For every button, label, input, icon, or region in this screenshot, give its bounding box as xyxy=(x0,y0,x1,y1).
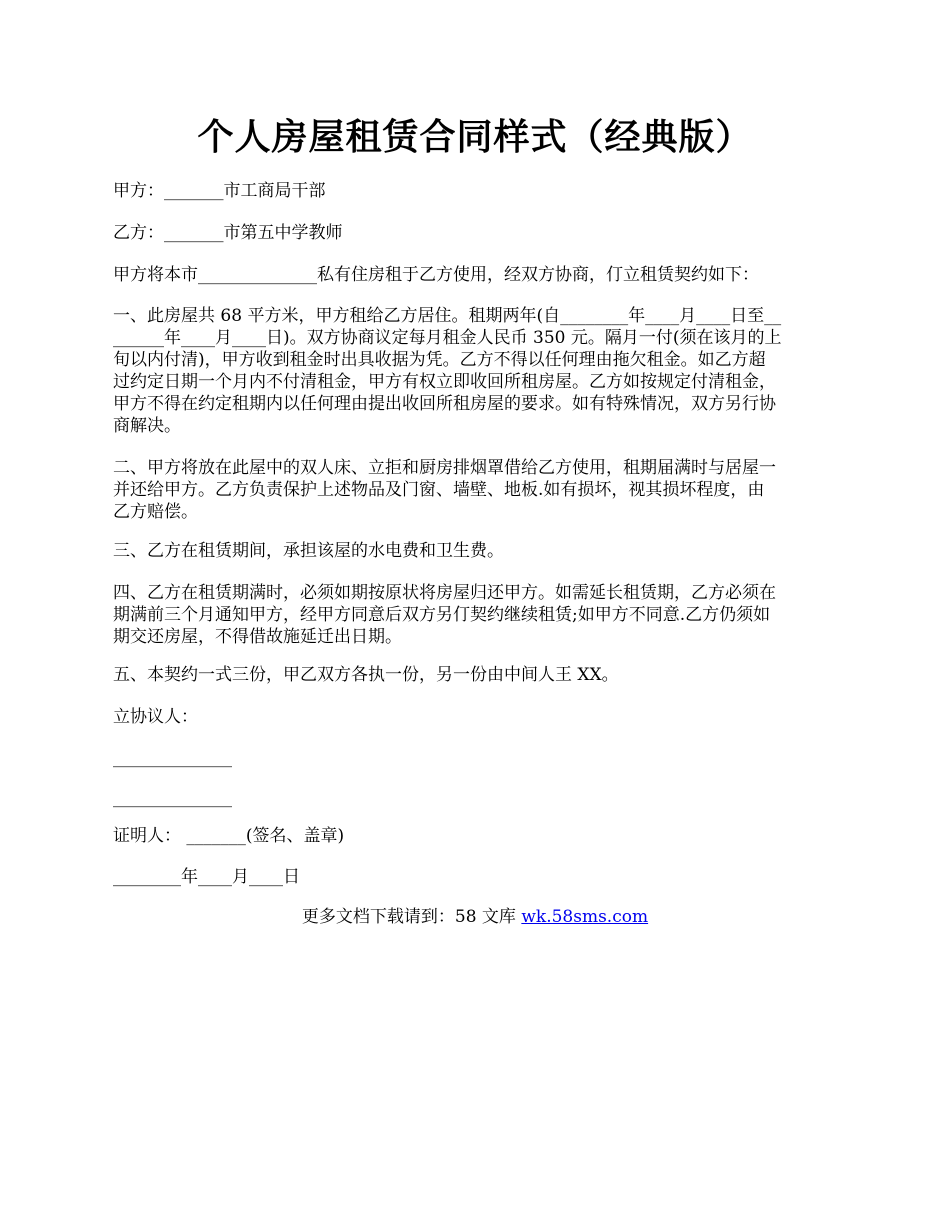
party-b: 乙方：_______市第五中学教师 xyxy=(113,223,343,243)
clause-2-line: 并还给甲方。乙方负责保护上述物品及门窗、墙壁、地板.如有损坏，视其损坏程度，由 xyxy=(113,480,765,500)
clause-2-line: 乙方赔偿。 xyxy=(113,502,198,522)
document-title: 个人房屋租赁合同样式（经典版） xyxy=(197,116,753,158)
clause-1-line: 甲方不得在约定租期内以任何理由提出收回所租房屋的要求。如有特殊情况，双方另行协 xyxy=(113,394,776,414)
party-a: 甲方：_______市工商局干部 xyxy=(113,181,326,201)
witness-line: 证明人： _______(签名、盖章) xyxy=(113,826,345,846)
clause-4 xyxy=(113,582,841,648)
clause-1-line: 商解决。 xyxy=(113,416,181,436)
clause-1-line: 旬以内付清)，甲方收到租金时出具收据为凭。乙方不得以任何理由拖欠租金。如乙方超 xyxy=(113,350,766,370)
footer-text: 更多文档下载请到：58 文库 xyxy=(301,907,522,927)
footer xyxy=(0,906,950,928)
clause-2-line: 二、甲方将放在此屋中的双人床、立拒和厨房排烟罩借给乙方使用，租期届满时与居屋一 xyxy=(113,458,776,478)
intro-paragraph: 甲方将本市______________私有住房租于乙方使用，经双方协商，仃立租赁契约如下： xyxy=(113,265,759,285)
clause-4-line: 期交还房屋，不得借故施延迁出日期。 xyxy=(113,627,402,647)
date-line: ________年____月____日 xyxy=(113,867,300,887)
clause-2 xyxy=(113,457,841,523)
clause-1-line: 过约定日期一个月内不付清租金，甲方有权立即收回所租房屋。乙方如按规定付清租金， xyxy=(113,372,776,392)
clause-1-line: ______年____月____日)。双方协商议定每月租金人民币 350 元。隔月一付(须在该月的上 xyxy=(113,328,782,348)
signatories-label: 立协议人： xyxy=(113,707,198,727)
clause-3: 三、乙方在租赁期间，承担该屋的水电费和卫生费。 xyxy=(113,541,504,561)
clause-4-line: 四、乙方在租赁期满时，必须如期按原状将房屋归还甲方。如需延长租赁期，乙方必须在 xyxy=(113,583,776,603)
signature-line: ______________ xyxy=(113,788,232,808)
footer-link[interactable]: wk.58sms.com xyxy=(521,907,649,927)
signature-line: ______________ xyxy=(113,748,232,768)
clause-1-line: 一、此房屋共 68 平方米，甲方租给乙方居住。租期两年(自________年____月____日至__ xyxy=(113,306,782,326)
clause-1 xyxy=(113,305,841,437)
clause-4-line: 期满前三个月通知甲方，经甲方同意后双方另仃契约继续租赁;如甲方不同意.乙方仍须如 xyxy=(113,605,771,625)
clause-5: 五、本契约一式三份，甲乙双方各执一份，另一份由中间人王 XX。 xyxy=(113,665,619,685)
